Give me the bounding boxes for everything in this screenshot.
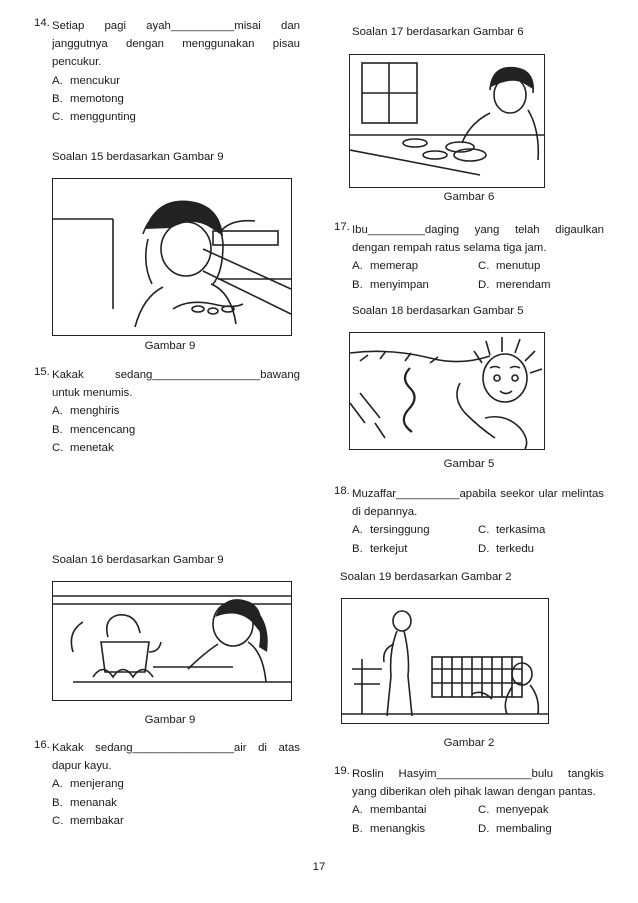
question-14 [34,17,300,126]
options [52,72,300,127]
soalan-19-instruction: Soalan 19 berdasarkan Gambar 2 [340,571,512,583]
question-17 [334,221,604,294]
option-b[interactable]: B. terkejut [352,542,408,555]
option-c[interactable]: C. menggunting [52,111,136,124]
soalan-18-instruction: Soalan 18 berdasarkan Gambar 5 [352,305,524,317]
kettle-illustration [53,582,291,700]
page-number: 17 [312,861,326,873]
badminton-illustration [342,599,548,723]
soalan-15-instruction: Soalan 15 berdasarkan Gambar 9 [52,151,224,163]
question-15 [34,366,300,457]
picture-gambar-9-cutting [52,178,292,336]
caption-gambar-9-b: Gambar 9 [144,714,196,726]
option-c[interactable]: C. menutup [478,260,541,273]
question-number: 15. [34,366,50,378]
caption-gambar-5: Gambar 5 [443,458,495,470]
option-b[interactable]: B. menyimpan [352,278,429,291]
question-19 [334,765,604,838]
option-c[interactable]: C. membakar [52,814,124,827]
option-c[interactable]: C. terkasima [478,524,546,537]
option-c[interactable]: C. menetak [52,441,114,454]
option-b[interactable]: B. mencencang [52,423,136,436]
option-d[interactable]: D. membaling [478,822,552,835]
option-d[interactable]: D. terkedu [478,542,534,555]
soalan-16-instruction: Soalan 16 berdasarkan Gambar 9 [52,554,224,566]
mother-illustration [350,55,544,187]
soalan-17-instruction: Soalan 17 berdasarkan Gambar 6 [352,26,524,38]
option-d[interactable]: D. merendam [478,278,551,291]
options [52,775,300,830]
picture-gambar-6 [349,54,545,188]
option-a[interactable]: A. membantai [352,804,427,817]
question-stem: Kakak sedang________________air di atas dapur kayu. [52,742,300,773]
caption-gambar-9-a: Gambar 9 [144,340,196,352]
question-16 [34,739,300,830]
option-a[interactable]: A. menjerang [52,778,124,791]
options [352,801,604,837]
caption-gambar-2: Gambar 2 [443,737,495,749]
question-stem: Setiap pagi ayah__________misai dan janggutnya dengan menggunakan pisau pencukur. [52,20,300,69]
caption-gambar-6: Gambar 6 [443,191,495,203]
question-number: 16. [34,739,50,751]
option-a[interactable]: A. menghiris [52,405,120,418]
question-number: 19. [334,765,350,777]
question-stem: Ibu_________daging yang telah digaulkan dengan rempah ratus selama tiga jam. [352,224,604,255]
question-number: 18. [334,485,350,497]
picture-gambar-2 [341,598,549,724]
question-stem: Muzaffar__________apabila seekor ular melintas di depannya. [352,488,604,519]
options [352,257,604,293]
question-18 [334,485,604,558]
question-stem: Roslin Hasyim_______________bulu tangkis yang diberikan oleh pihak lawan dengan pantas. [352,768,604,799]
option-b[interactable]: B. menanak [52,796,117,809]
question-number: 14. [34,17,50,29]
option-c[interactable]: C. menyepak [478,804,549,817]
option-b[interactable]: B. memotong [52,92,124,105]
picture-gambar-9-kettle [52,581,292,701]
option-b[interactable]: B. menangkis [352,822,426,835]
options [52,402,300,457]
cutting-illustration [53,179,291,335]
option-a[interactable]: A. tersinggung [352,524,430,537]
picture-gambar-5 [349,332,545,450]
question-stem: Kakak sedang_________________bawang untuk menumis. [52,369,300,400]
question-number: 17. [334,221,350,233]
snake-illustration [350,333,544,449]
options [352,521,604,557]
option-a[interactable]: A. mencukur [52,74,121,87]
option-a[interactable]: A. memerap [352,260,419,273]
